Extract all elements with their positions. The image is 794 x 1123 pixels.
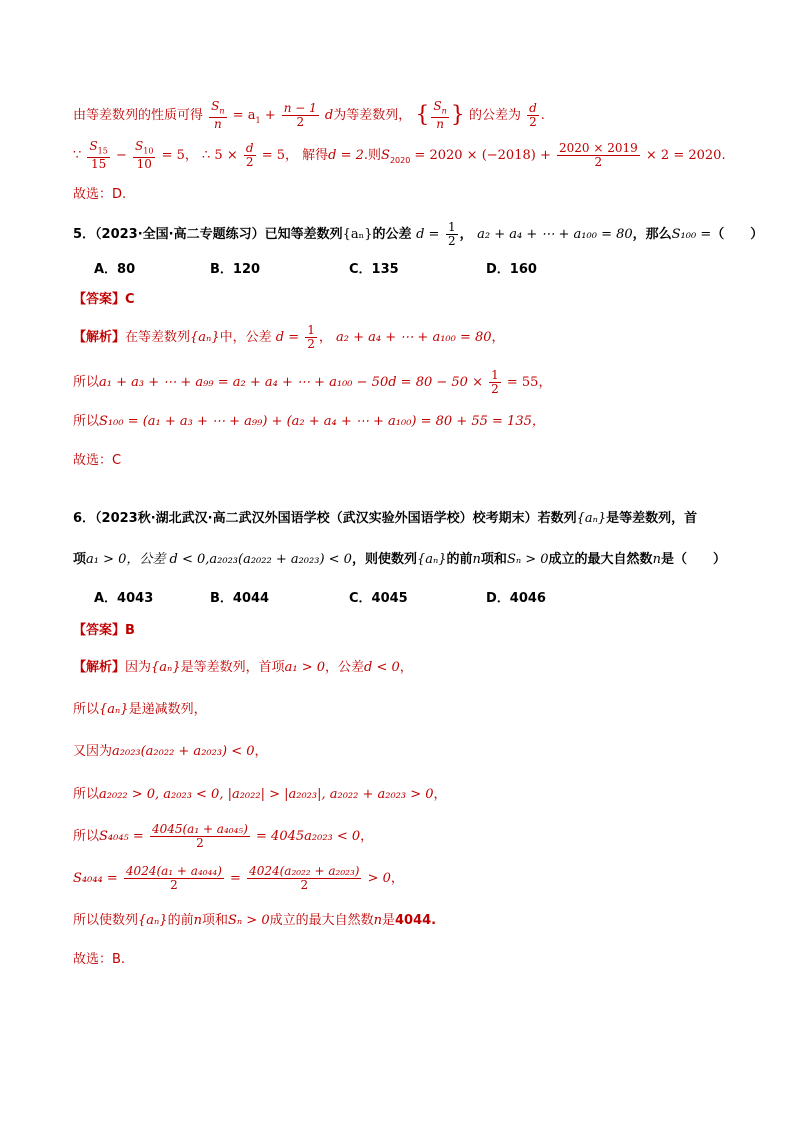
q6-analysis-line-3: 又因为a₂₀₂₃(a₂₀₂₂ + a₂₀₂₃) < 0， <box>73 744 268 759</box>
q6-analysis-line-2: 所以{aₙ}是递减数列， <box>73 702 207 717</box>
q5-stem: 5．（2023·全国·高二专题练习）已知等差数列{aₙ}的公差 d = $\frac{1}{2}$ ， a₂ + a₄ + ⋯ + a₁₀₀ = 80，那么S₁₀₀ =（ ） <box>73 220 764 248</box>
q6-analysis-line-4: 所以a₂₀₂₂ > 0, a₂₀₂₃ < 0, |a₂₀₂₂| > |a₂₀₂₃|, a₂₀₂₂ + a₂₀₂₃ > 0， <box>73 787 447 802</box>
solution-line-2: ∵ $\frac{S_{15}}{15}$ − $\frac{S_{10}}{10}$ = 5， ∴ 5 × $\frac{d}{2}$ = 5， 解得d = 2.则$S_{2020} = 2020 \times (-2018)$ + $\frac{2020 \times 2019}{2}$ × 2 = 2020. <box>73 139 726 172</box>
q5-analysis-line-3: 所以S₁₀₀ = (a₁ + a₃ + ⋯ + a₉₉) + (a₂ + a₄ + ⋯ + a₁₀₀) = 80 + 55 = 135， <box>73 414 545 429</box>
q5-option-b[interactable]: B．120 <box>210 262 261 277</box>
q5-choose: 故选：C <box>73 453 122 468</box>
q6-analysis-line-7: 所以使数列{aₙ}的前n项和Sₙ > 0成立的最大自然数n是4044. <box>73 913 437 928</box>
q5-analysis-line-1: 【解析】在等差数列{aₙ}中，公差 d = $\frac{1}{2}$ ， a₂ + a₄ + ⋯ + a₁₀₀ = 80， <box>73 323 505 351</box>
fraction-sn-over-n-2: $\frac{S_n}{n}$ <box>433 99 447 132</box>
q6-analysis-line-5: 所以S₄₀₄₅ = $\frac{\text{4045(a₁ + a₄₀₄₅)}}{2}$ = 4045a₂₀₂₃ < 0， <box>73 822 374 850</box>
q6-stem-line-2: 项a₁ > 0，公差 d < 0,a₂₀₂₃(a₂₀₂₂ + a₂₀₂₃) < 0，则使数列{aₙ}的前n项和Sₙ > 0成立的最大自然数n是（ ） <box>73 552 726 567</box>
q6-option-d[interactable]: D．4046 <box>486 591 546 606</box>
fraction-n-minus-1-over-2: $\frac{n - 1}{2}$ <box>283 101 317 130</box>
q5-option-c[interactable]: C．135 <box>349 262 399 277</box>
q5-option-a[interactable]: A．80 <box>94 262 136 277</box>
q6-analysis-line-1: 【解析】因为{aₙ}是等差数列，首项a₁ > 0，公差d < 0， <box>73 660 413 675</box>
q6-answer: 【答案】B <box>73 623 135 638</box>
q5-option-d[interactable]: D．160 <box>486 262 537 277</box>
q6-choose: 故选：B. <box>73 952 126 967</box>
fraction-sn-over-n: $\frac{S_n}{n}$ <box>211 99 225 132</box>
q5-answer: 【答案】C <box>73 292 135 307</box>
q6-option-b[interactable]: B．4044 <box>210 591 270 606</box>
q6-option-c[interactable]: C．4045 <box>349 591 408 606</box>
q5-analysis-line-2: 所以a₁ + a₃ + ⋯ + a₉₉ = a₂ + a₄ + ⋯ + a₁₀₀ − 50d = 80 − 50 × $\frac{1}{2}$ = 55， <box>73 368 552 396</box>
q6-analysis-line-6: S₄₀₄₄ = $\frac{\text{4024(a₁ + a₄₀₄₄)}}{2}$ = $\frac{\text{4024(a₂₀₂₂ + a₂₀₂₃)}}{2}$ > 0， <box>73 864 404 892</box>
q6-option-a[interactable]: A．4043 <box>94 591 154 606</box>
fraction-d-over-2: $\frac{d}{2}$ <box>529 101 537 130</box>
solution-line-1: 由等差数列的性质可得 $\frac{S_n}{n}$ = $a_1$ + $\frac{n - 1}{2}$ d为等差数列， { $\frac{S_n}{n}$ } 的公差为 $\frac{d}{2}$ . <box>73 99 545 132</box>
q6-stem-line-1: 6．（2023秋·湖北武汉·高二武汉外国语学校（武汉实验外国语学校）校考期末）若数列{aₙ}是等差数列，首 <box>73 511 698 526</box>
choose-d: 故选：D. <box>73 187 127 202</box>
